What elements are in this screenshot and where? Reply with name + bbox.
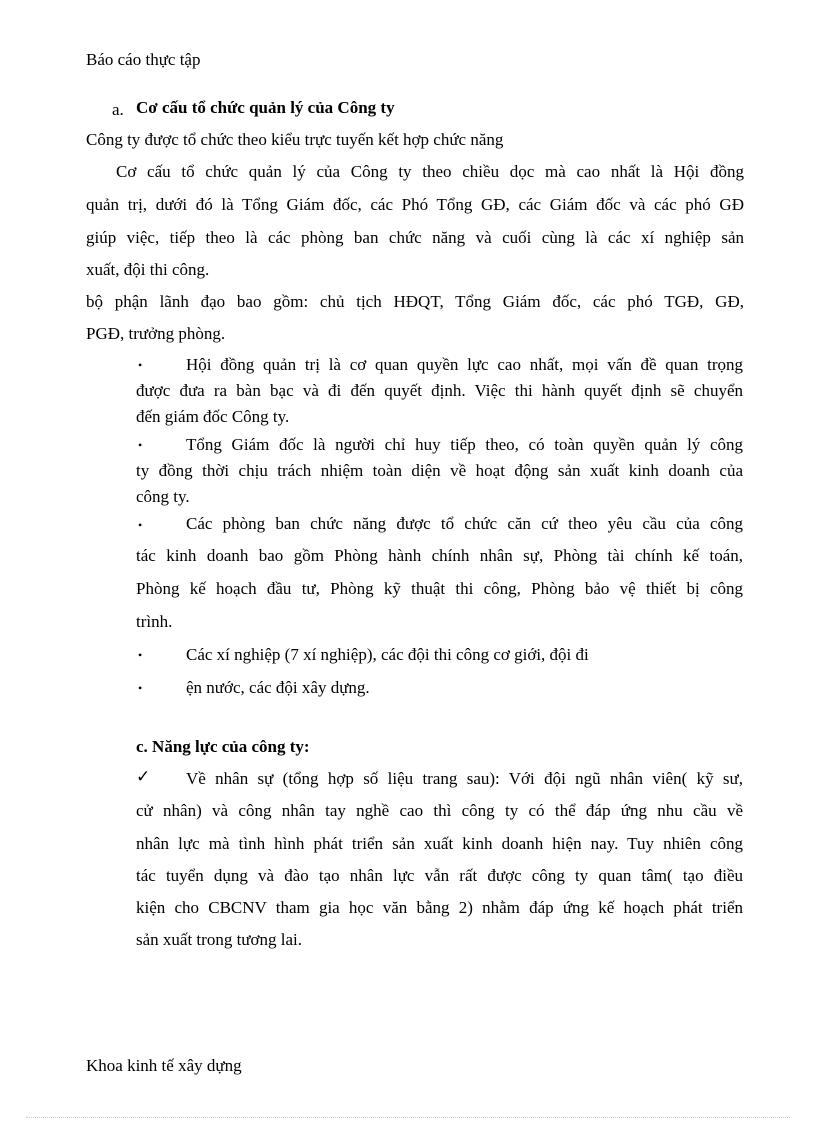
section-c-line: sản xuất trong tương lai.: [136, 930, 302, 949]
section-c-line: tác tuyển dụng và đào tạo nhân lực vẫn rất được công ty quan tâm( tạo điều: [136, 866, 743, 885]
bullet-line: Các phòng ban chức năng được tổ chức căn cứ theo yêu cầu của công: [186, 514, 743, 533]
bullet-line: Phòng kế hoạch đầu tư, Phòng kỹ thuật thi công, Phòng bảo vệ thiết bị công: [136, 579, 743, 598]
intro-line: Công ty được tổ chức theo kiểu trực tuyến kết hợp chức năng: [86, 130, 504, 149]
para1-line: quản trị, dưới đó là Tổng Giám đốc, các Phó Tổng GĐ, các Giám đốc và các phó GĐ: [86, 195, 744, 214]
bullet-icon: •: [138, 648, 143, 662]
section-c-heading: c. Năng lực của công ty:: [136, 737, 310, 756]
page-footer: Khoa kinh tế xây dựng: [86, 1056, 242, 1075]
bullet-line: ện nước, các đội xây dựng.: [186, 678, 370, 697]
bullet-icon: •: [138, 518, 143, 532]
bullet-icon: •: [138, 438, 143, 452]
bullet-line: được đưa ra bàn bạc và đi đến quyết định. Việc thi hành quyết định sẽ chuyển: [136, 381, 743, 400]
bullet-line: tác kinh doanh bao gồm Phòng hành chính nhân sự, Phòng tài chính kế toán,: [136, 546, 743, 565]
section-c-line: kiện cho CBCNV tham gia học văn bằng 2) nhằm đáp ứng kế hoạch phát triển: [136, 898, 743, 917]
section-a-marker: a.: [112, 100, 124, 119]
page-bottom-divider: [26, 1117, 790, 1118]
bullet-line: Các xí nghiệp (7 xí nghiệp), các đội thi công cơ giới, đội đi: [186, 645, 589, 664]
bullet-line: trình.: [136, 612, 173, 631]
page-header: Báo cáo thực tập: [86, 50, 201, 69]
section-c-line: nhân lực mà tình hình phát triển sản xuất kinh doanh hiện nay. Tuy nhiên công: [136, 834, 743, 853]
para1-line: Cơ cấu tổ chức quản lý của Công ty theo chiều dọc mà cao nhất là Hội đồng: [116, 162, 744, 181]
bullet-line: Tổng Giám đốc là người chỉ huy tiếp theo, có toàn quyền quản lý công: [186, 435, 743, 454]
section-c-line: cử nhân) và công nhân tay nghề cao thì công ty có thể đáp ứng nhu cầu về: [136, 801, 743, 820]
bullet-line: ty đồng thời chịu trách nhiệm toàn diện về hoạt động sản xuất kinh doanh của: [136, 461, 743, 480]
bullet-line: Hội đồng quản trị là cơ quan quyền lực cao nhất, mọi vấn đề quan trọng: [186, 355, 743, 374]
section-a-heading: Cơ cấu tổ chức quản lý của Công ty: [136, 98, 395, 117]
para1-line: giúp việc, tiếp theo là các phòng ban chức năng và cuối cùng là các xí nghiệp sản: [86, 228, 744, 247]
bullet-icon: •: [138, 358, 143, 372]
checkmark-icon: ✓: [136, 767, 151, 786]
para2-line: bộ phận lãnh đạo bao gồm: chủ tịch HĐQT, Tổng Giám đốc, các phó TGĐ, GĐ,: [86, 292, 744, 311]
section-c-line: Về nhân sự (tổng hợp số liệu trang sau): Với đội ngũ nhân viên( kỹ sư,: [186, 769, 743, 788]
bullet-icon: •: [138, 681, 143, 695]
bullet-line: đến giám đốc Công ty.: [136, 407, 290, 426]
bullet-line: công ty.: [136, 487, 190, 506]
para2-line: PGĐ, trưởng phòng.: [86, 324, 226, 343]
para1-line: xuất, đội thi công.: [86, 260, 210, 279]
